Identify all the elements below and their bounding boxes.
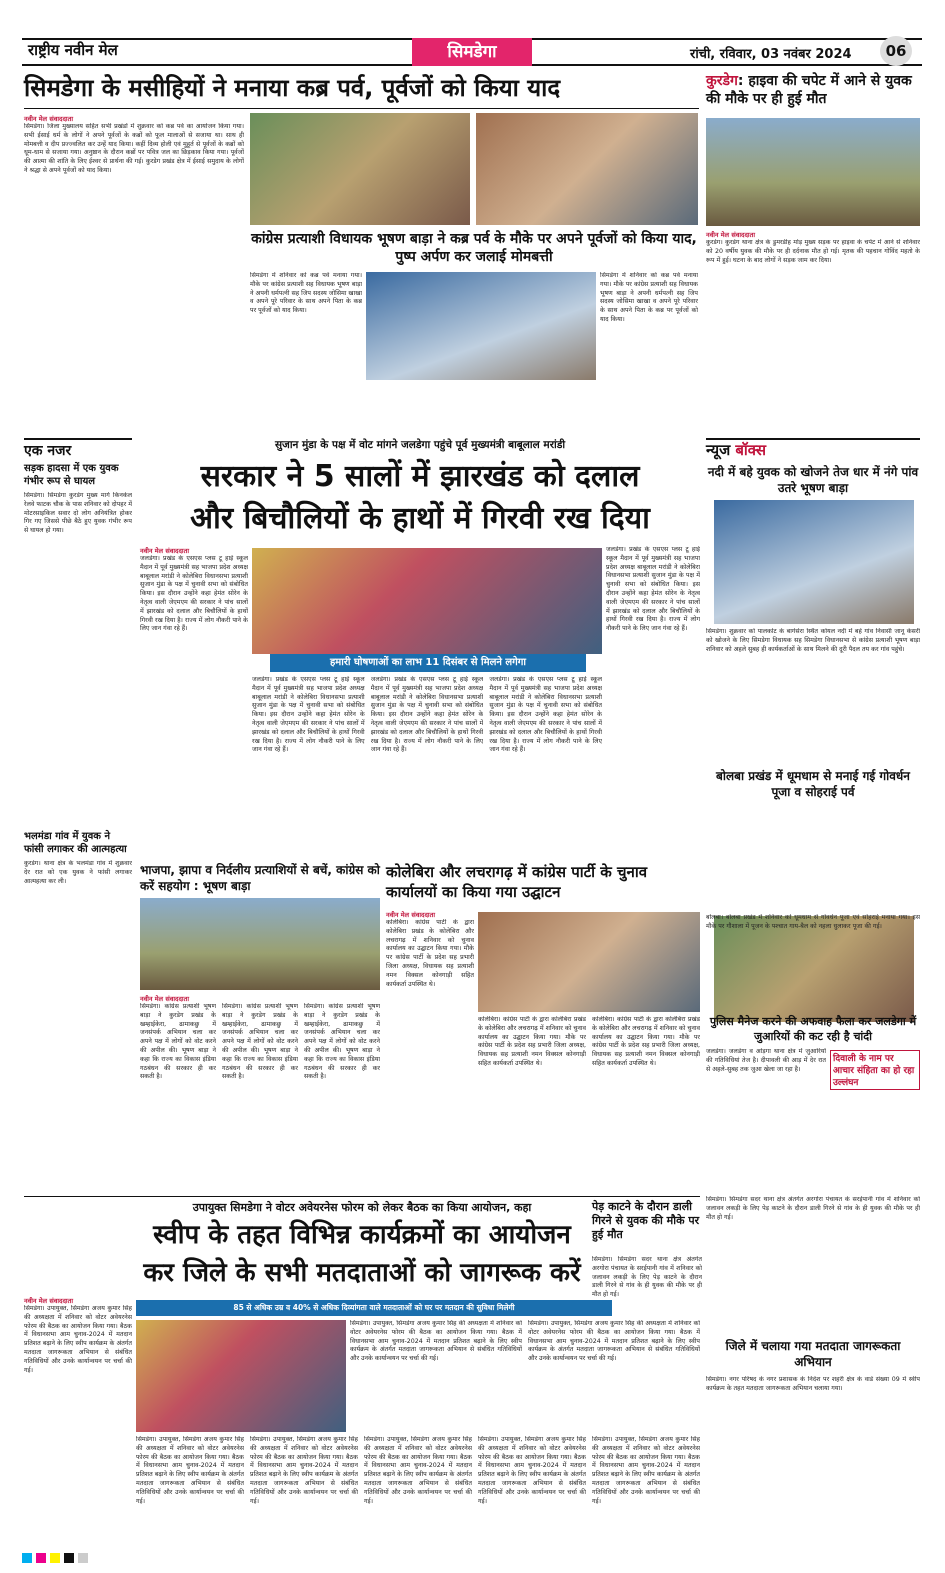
lead-photo-2 [476, 113, 698, 225]
news-box-h3: पुलिस मैनेज करने की अफवाह फैला कर जलडेगा में जुआरियों की कट रही है चांदी [709, 1015, 917, 1043]
kurdeg-photo [706, 118, 920, 226]
sweep-text-3: सिमडेगा। उपायुक्त, सिमडेगा अजय कुमार सिंह की अध्यक्षता में शनिवार को वोटर अवेयरनेस फोरम की बैठक का आयोजन किया गया। बैठक में विधानसभा आम चुनाव-2024 में मतदान प्रतिशत बढ़ाने के लिए स्वीप कार्यक्रम के अंतर्गत मतदाता जागरूकता अभियान से संबंधित गतिविधियों और उनके कार्यान्वयन पर चर्चा की गई। [528, 1320, 700, 1363]
page-number: 06 [880, 36, 912, 66]
bhajapa-headline: भाजपा, झापा व निर्दलीय प्रत्याशियों से बचें, कांग्रेस को करें सहयोग : भूषण बाड़ा [140, 863, 380, 893]
news-box-t1: सिमडेगा। शुक्रवार को पालकोट के बागेसेरा स्थित कोयल नदी में बहे गांव निवासी जानू केसरी को खोजने के लिए सिमडेगा विधायक सह सिमडेगा विधानसभा से कांग्रेस प्रत्याशी भूषण बाड़ा शनिवार को अहले सुबह ही कार्यकर्ताओं के साथ मिलने की दूरी पैदल तय कर गांव पहुंचे। [706, 628, 920, 653]
news-box-label: न्यूज बॉक्स [706, 438, 920, 460]
kurdeg-headline [706, 72, 920, 108]
lead-photo-1 [250, 113, 470, 225]
marandi-article [140, 546, 248, 858]
marandi-headline-2: और बिचौलियों के हाथों में गिरवी रख दिया [190, 501, 650, 536]
kurdeg-byline: नवीन मेल संवाददाता [706, 231, 755, 239]
lead-text: सिमडेगा। जिला मुख्यालय सहित सभी प्रखंडों में शुक्रवार को कब्र पर्व का आयोजन किया गया। सभी ईसाई धर्म के लोगों ने अपने पूर्वजों के कब्रों को फूल मालाओं से सजाया था। साथ ही मोमबत्ती व दीप प्रज्ज्वलित कर उन्हें याद किया। कहीं दिव्य होली एवं मुहूर्त से पूर्वजों के कब्रों को धूम-धाम से सजाया गया। अनुष्ठान के दौरान कब्रों पर पवित्र जल का छिड़काव किया गया। पूर्वजों की आत्मा की शांति के लिए ईश्वर से प्रार्थना की गई। कुरडेग प्रखंड क्षेत्र में ईसाई समुदाय के लोगों ने श्रद्धा से अपने पूर्वजों को याद किया। [24, 123, 244, 174]
sweep-kicker: उपायुक्त सिमडेगा ने वोटर अवेयरनेस फोरम को लेकर बैठक का किया आयोजन, कहा [192, 1201, 532, 1214]
footer-color-bar [22, 1548, 922, 1560]
dateline: रांची, रविवार, 03 नवंबर 2024 [690, 47, 852, 62]
sweep-article [24, 1296, 132, 1542]
bhajapa-text-1: सिमडेगा। कांग्रेस प्रत्याशी भूषण बाड़ा ने कुरडेग प्रखंड के खम्हाईकेरा, ढामाकछु में जनसंपर्क अभियान चला कर अपने पक्ष में लोगों को वोट करने की अपील की। भूषण बाड़ा ने कहा कि राज्य का विकास इंडिया गठबंधन की सरकार ही कर सकती है। [140, 1003, 216, 1081]
sweep-byline: नवीन मेल संवाददाता [24, 1297, 73, 1305]
sweep-text-5: सिमडेगा। उपायुक्त, सिमडेगा अजय कुमार सिंह की अध्यक्षता में शनिवार को वोटर अवेयरनेस फोरम की बैठक का आयोजन किया गया। बैठक में विधानसभा आम चुनाव-2024 में मतदान प्रतिशत बढ़ाने के लिए स्वीप कार्यक्रम के अंतर्गत मतदाता जागरूकता अभियान से संबंधित गतिविधियों और उनके कार्यान्वयन पर चर्चा की गई। [250, 1436, 358, 1505]
sweep-banner: 85 से अधिक उम्र व 40% से अधिक दिव्यांगता वाले मतदाताओं को घर पर मतदान की सुविधा मिलेगी [136, 1300, 612, 1316]
news-box-h2: बोलबा प्रखंड में धूमधाम से मनाई गई गोवर्धन पूजा व सोहराई पर्व [716, 769, 910, 799]
marandi-text-2: जलडेगा। प्रखंड के एसएस प्लस टू हाई स्कूल मैदान में पूर्व मुख्यमंत्री सह भाजपा प्रदेश अध्यक्ष बाबूलाल मरांडी ने कोलेबिरा विधानसभा प्रत्याशी सुजान मुंडा के पक्ष में चुनावी सभा को संबोधित किया। इस दौरान उन्होंने कहा हेमंत सोरेन के नेतृत्व वाली जेएमएम की सरकार ने पांच सालों में झारखंड को दलाल और बिचौलियों के हाथों गिरवी रख दिया है। राज्य में लोग नौकरी पाने के लिए जान गंवा रहे हैं। [606, 546, 700, 633]
kolebira-text-2: कोलेबिरा। कांग्रेस पार्टी के द्वारा कोलेबिरा प्रखंड के कोलेबिरा और लचरागढ़ में शनिवार को चुनाव कार्यालय का उद्घाटन किया गया। मौके पर कांग्रेस पार्टी के प्रदेश सह प्रभारी जिला अध्यक्ष, विधायक सह प्रत्याशी नमन विक्सल कोनगाड़ी सहित कार्यकर्ता उपस्थित थे। [478, 1016, 586, 1067]
sweep-text-8: सिमडेगा। उपायुक्त, सिमडेगा अजय कुमार सिंह की अध्यक्षता में शनिवार को वोटर अवेयरनेस फोरम की बैठक का आयोजन किया गया। बैठक में विधानसभा आम चुनाव-2024 में मतदान प्रतिशत बढ़ाने के लिए स्वीप कार्यक्रम के अंतर्गत मतदाता जागरूकता अभियान से संबंधित गतिविधियों और उनके कार्यान्वयन पर चर्चा की गई। [592, 1436, 700, 1505]
sweep-text-6: सिमडेगा। उपायुक्त, सिमडेगा अजय कुमार सिंह की अध्यक्षता में शनिवार को वोटर अवेयरनेस फोरम की बैठक का आयोजन किया गया। बैठक में विधानसभा आम चुनाव-2024 में मतदान प्रतिशत बढ़ाने के लिए स्वीप कार्यक्रम के अंतर्गत मतदाता जागरूकता अभियान से संबंधित गतिविधियों और उनके कार्यान्वयन पर चर्चा की गई। [364, 1436, 472, 1505]
kolebira-headline: कोलेबिरा और लचरागढ़ में कांग्रेस पार्टी के चुनाव कार्यालयों का किया गया उद्घाटन [386, 863, 648, 901]
sweep-headline-2: कर जिले के सभी मतदाताओं को जागरूक करें [143, 1258, 581, 1288]
kurdeg-text: कुरडेग। कुरडेग थाना क्षेत्र के डुमरडीह मोड़ मुख्य सड़क पर हाइवा के चपेट में आने से शनिवार को 20 वर्षीय युवक की मौके पर ही दर्दनाक मौत हो गई। मृतक की पहचान गोविंद महतो के रूप में हुई। घटना के बाद लोगों ने सड़क जाम कर दिया। [706, 239, 920, 264]
marandi-text: जलडेगा। प्रखंड के एसएस प्लस टू हाई स्कूल मैदान में पूर्व मुख्यमंत्री सह भाजपा प्रदेश अध्यक्ष बाबूलाल मरांडी ने कोलेबिरा विधानसभा प्रत्याशी सुजान मुंडा के पक्ष में चुनावी सभा को संबोधित किया। इस दौरान उन्होंने कहा हेमंत सोरेन के नेतृत्व वाली जेएमएम की सरकार ने पांच सालों में झारखंड को दलाल और बिचौलियों के हाथों गिरवी रख दिया है। राज्य में लोग नौकरी पाने के लिए जान गंवा रहे हैं। [140, 555, 248, 633]
ek-nazar-h2: भलमंडा गांव में युवक ने फांसी लगाकर की आत्महत्या [24, 831, 127, 855]
kolebira-text: कोलेबिरा। कांग्रेस पार्टी के द्वारा कोलेबिरा प्रखंड के कोलेबिरा और लचरागढ़ में शनिवार को चुनाव कार्यालय का उद्घाटन किया गया। मौके पर कांग्रेस पार्टी के प्रदेश सह प्रभारी जिला अध्यक्ष, विधायक सह प्रत्याशी नमन विक्सल कोनगाड़ी सहित कार्यकर्ता उपस्थित थे। [386, 919, 474, 988]
ek-nazar-h1: सड़क हादसा में एक युवक गंभीर रूप से घायल [24, 463, 119, 487]
congress-headline: कांग्रेस प्रत्याशी विधायक भूषण बाड़ा ने कब्र पर्व के मौके पर अपने पूर्वजों को किया याद, पुष्प अर्पण कर जलाई मोमबत्ती [251, 231, 697, 265]
congress-article [250, 272, 362, 430]
sweep-text-7: सिमडेगा। उपायुक्त, सिमडेगा अजय कुमार सिंह की अध्यक्षता में शनिवार को वोटर अवेयरनेस फोरम की बैठक का आयोजन किया गया। बैठक में विधानसभा आम चुनाव-2024 में मतदान प्रतिशत बढ़ाने के लिए स्वीप कार्यक्रम के अंतर्गत मतदाता जागरूकता अभियान से संबंधित गतिविधियों और उनके कार्यान्वयन पर चर्चा की गई। [478, 1436, 586, 1505]
sweep-text-2: सिमडेगा। उपायुक्त, सिमडेगा अजय कुमार सिंह की अध्यक्षता में शनिवार को वोटर अवेयरनेस फोरम की बैठक का आयोजन किया गया। बैठक में विधानसभा आम चुनाव-2024 में मतदान प्रतिशत बढ़ाने के लिए स्वीप कार्यक्रम के अंतर्गत मतदाता जागरूकता अभियान से संबंधित गतिविधियों और उनके कार्यान्वयन पर चर्चा की गई। [350, 1320, 522, 1363]
sweep-headline-1: स्वीप के तहत विभिन्न कार्यक्रमों का आयोजन [153, 1220, 571, 1250]
kurdeg-article [706, 230, 920, 430]
news-box-aside: दिवाली के नाम पर आचार संहिता का हो रहा उल्लंघन [830, 1050, 920, 1090]
news-box-photo-1 [714, 500, 914, 624]
marandi-byline: नवीन मेल संवाददाता [140, 547, 189, 555]
kurdeg-place: कुरडेग [706, 73, 738, 89]
paper-name: राष्ट्रीय नवीन मेल [28, 41, 118, 59]
marandi-headline-1: सरकार ने 5 सालों में झारखंड को दलाल [200, 459, 640, 494]
congress-text-2: सिमडेगा में शनिवार को कब्र पर्व मनाया गया। मौके पर कांग्रेस प्रत्याशी सह विधायक भूषण बाड़ा ने अपनी धर्मपत्नी सह जिप सदस्य जोसिमा खाखा व अपने पूरे परिवार के साथ अपने पिता के कब्र पर पूर्वजों को याद किया। [600, 272, 698, 323]
lead-byline: नवीन मेल संवाददाता [24, 115, 73, 123]
lead-headline: सिमडेगा के मसीहियों ने मनाया कब्र पर्व, पूर्वजों को किया याद [24, 74, 561, 102]
sweep-photo [136, 1320, 346, 1432]
marandi-text-5: जलडेगा। प्रखंड के एसएस प्लस टू हाई स्कूल मैदान में पूर्व मुख्यमंत्री सह भाजपा प्रदेश अध्यक्ष बाबूलाल मरांडी ने कोलेबिरा विधानसभा प्रत्याशी सुजान मुंडा के पक्ष में चुनावी सभा को संबोधित किया। इस दौरान उन्होंने कहा हेमंत सोरेन के नेतृत्व वाली जेएमएम की सरकार ने पांच सालों में झारखंड को दलाल और बिचौलियों के हाथों गिरवी रख दिया है। राज्य में लोग नौकरी पाने के लिए जान गंवा रहे हैं। [489, 676, 603, 754]
ped-headline: पेड़ काटने के दौरान डाली गिरने से युवक की मौके पर हुई मौत [592, 1200, 700, 1241]
ek-nazar-t1: सिमडेगा। सिमडेगा कुरडेग मुख्य मार्ग किनकेल रेलवे फाटक चौक के पास शनिवार को दोपहर में मोटरसाइकिल सवार दो लोग अनियंत्रित होकर गिर गए जिससे पीछे बैठे हुए युवक गंभीर रूप से घायल हो गया। [24, 492, 132, 535]
kurdeg-headline-rest: : हाइवा की चपेट में आने से युवक की मौके पर ही हुई मौत [706, 73, 912, 107]
marandi-text-4: जलडेगा। प्रखंड के एसएस प्लस टू हाई स्कूल मैदान में पूर्व मुख्यमंत्री सह भाजपा प्रदेश अध्यक्ष बाबूलाल मरांडी ने कोलेबिरा विधानसभा प्रत्याशी सुजान मुंडा के पक्ष में चुनावी सभा को संबोधित किया। इस दौरान उन्होंने कहा हेमंत सोरेन के नेतृत्व वाली जेएमएम की सरकार ने पांच सालों में झारखंड को दलाल और बिचौलियों के हाथों गिरवी रख दिया है। राज्य में लोग नौकरी पाने के लिए जान गंवा रहे हैं। [370, 676, 484, 754]
bhajapa-text-2: सिमडेगा। कांग्रेस प्रत्याशी भूषण बाड़ा ने कुरडेग प्रखंड के खम्हाईकेरा, ढामाकछु में जनसंपर्क अभियान चला कर अपने पक्ष में लोगों को वोट करने की अपील की। भूषण बाड़ा ने कहा कि राज्य का विकास इंडिया गठबंधन की सरकार ही कर सकती है। [222, 1003, 298, 1081]
bhajapa-article [140, 994, 380, 1190]
marandi-photo [252, 548, 602, 654]
bhajapa-photo [140, 898, 380, 990]
jagrukta-headline: जिले में चलाया गया मतदाता जागरूकता अभियान [725, 1339, 901, 1369]
ped-text: सिमडेगा। सिमडेगा सदर थाना क्षेत्र अंतर्गत अरगोरा पंचायत के सरईपानी गांव में शनिवार को जलावन लकड़ी के लिए पेड़ काटने के दौरान डाली गिरने से गांव के ही युवक की मौके पर ही मौत हो गई। [592, 1256, 702, 1299]
ek-nazar-t2: कुरडेग। थाना क्षेत्र के भलमंडा गांव में शुक्रवार देर रात को एक युवक ने फांसी लगाकर आत्महत्या कर ली। [24, 860, 132, 885]
marandi-kicker: सुजान मुंडा के पक्ष में वोट मांगने जलडेगा पहुंचे पूर्व मुख्यमंत्री बाबूलाल मरांडी [274, 439, 566, 451]
marandi-banner: हमारी घोषणाओं का लाभ 11 दिसंबर से मिलने लगेगा [270, 654, 586, 672]
sweep-text: सिमडेगा। उपायुक्त, सिमडेगा अजय कुमार सिंह की अध्यक्षता में शनिवार को वोटर अवेयरनेस फोरम की बैठक का आयोजन किया गया। बैठक में विधानसभा आम चुनाव-2024 में मतदान प्रतिशत बढ़ाने के लिए स्वीप कार्यक्रम के अंतर्गत मतदाता जागरूकता अभियान से संबंधित गतिविधियों और उनके कार्यान्वयन पर चर्चा की गई। [24, 1305, 132, 1374]
news-box-h1: नदी में बहे युवक को खोजने तेज धार में नंगे पांव उतरे भूषण बाड़ा [707, 465, 919, 495]
bhajapa-text-3: सिमडेगा। कांग्रेस प्रत्याशी भूषण बाड़ा ने कुरडेग प्रखंड के खम्हाईकेरा, ढामाकछु में जनसंपर्क अभियान चला कर अपने पक्ष में लोगों को वोट करने की अपील की। भूषण बाड़ा ने कहा कि राज्य का विकास इंडिया गठबंधन की सरकार ही कर सकती है। [304, 1003, 380, 1081]
section-label: सिमडेगा [412, 38, 532, 66]
ek-nazar-label: एक नजर [24, 438, 132, 458]
ped-text-2: सिमडेगा। सिमडेगा सदर थाना क्षेत्र अंतर्गत अरगोरा पंचायत के सरईपानी गांव में शनिवार को जलावन लकड़ी के लिए पेड़ काटने के दौरान डाली गिरने से गांव के ही युवक की मौके पर ही मौत हो गई। [706, 1196, 920, 1221]
congress-photo [366, 272, 596, 380]
kolebira-byline: नवीन मेल संवाददाता [386, 911, 435, 919]
marandi-text-3: जलडेगा। प्रखंड के एसएस प्लस टू हाई स्कूल मैदान में पूर्व मुख्यमंत्री सह भाजपा प्रदेश अध्यक्ष बाबूलाल मरांडी ने कोलेबिरा विधानसभा प्रत्याशी सुजान मुंडा के पक्ष में चुनावी सभा को संबोधित किया। इस दौरान उन्होंने कहा हेमंत सोरेन के नेतृत्व वाली जेएमएम की सरकार ने पांच सालों में झारखंड को दलाल और बिचौलियों के हाथों गिरवी रख दिया है। राज्य में लोग नौकरी पाने के लिए जान गंवा रहे हैं। [252, 676, 365, 754]
jagrukta-text: सिमडेगा। नगर परिषद के नगर प्रशासक के निर्देश पर शहरी क्षेत्र के वार्ड संख्या 09 में स्वीप कार्यक्रम के तहत मतदाता जागरूकता अभियान चलाया गया। [706, 1376, 920, 1392]
sweep-text-4: सिमडेगा। उपायुक्त, सिमडेगा अजय कुमार सिंह की अध्यक्षता में शनिवार को वोटर अवेयरनेस फोरम की बैठक का आयोजन किया गया। बैठक में विधानसभा आम चुनाव-2024 में मतदान प्रतिशत बढ़ाने के लिए स्वीप कार्यक्रम के अंतर्गत मतदाता जागरूकता अभियान से संबंधित गतिविधियों और उनके कार्यान्वयन पर चर्चा की गई। [136, 1436, 244, 1505]
lead-article [24, 114, 244, 430]
ek-nazar-column [24, 462, 132, 1202]
kolebira-photo [478, 912, 700, 1012]
bhajapa-byline: नवीन मेल संवाददाता [140, 995, 189, 1003]
congress-text: सिमडेगा में शनिवार को कब्र पर्व मनाया गया। मौके पर कांग्रेस प्रत्याशी सह विधायक भूषण बाड़ा ने अपनी धर्मपत्नी सह जिप सदस्य जोसिमा खाखा व अपने पूरे परिवार के साथ अपने पिता के कब्र पर पूर्वजों को याद किया। [250, 272, 362, 315]
kolebira-text-3: कोलेबिरा। कांग्रेस पार्टी के द्वारा कोलेबिरा प्रखंड के कोलेबिरा और लचरागढ़ में शनिवार को चुनाव कार्यालय का उद्घाटन किया गया। मौके पर कांग्रेस पार्टी के प्रदेश सह प्रभारी जिला अध्यक्ष, विधायक सह प्रत्याशी नमन विक्सल कोनगाड़ी सहित कार्यकर्ता उपस्थित थे। [592, 1016, 700, 1067]
news-box-t3: जलडेगा। जलडेगा व ओड़गा थाना क्षेत्र में जुआरियों की गतिविधियां तेज है। दीपावली की आड़ में देर रात से अहले-सुबह तक जुआ खेला जा रहा है। [706, 1048, 826, 1073]
kolebira-article [386, 910, 474, 1190]
news-box-t2: बोलबा। बोलबा प्रखंड में शनिवार को धूमधाम से गोवर्धन पूजा एवं सोहराई मनाया गया। इस मौके पर गौशाला में पूजन के पश्चात गाय-बैल को नहला धुलाकर पूजा की गई। [706, 914, 920, 930]
